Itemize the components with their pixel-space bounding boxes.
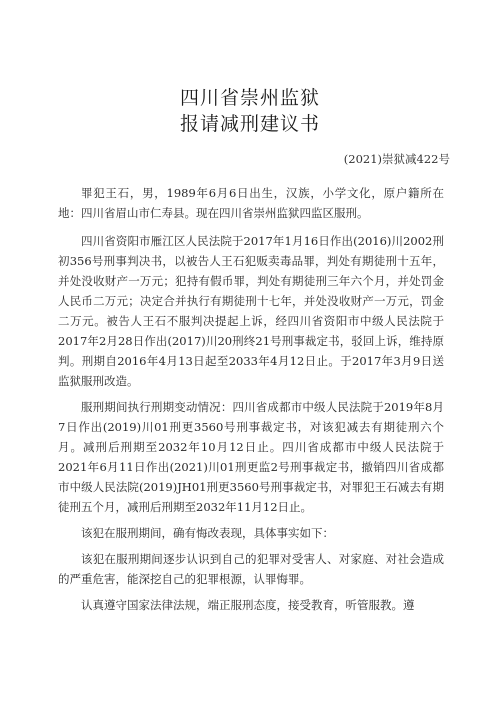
paragraph-repentance-intro: 该犯在服刑期间，确有悔改表现，具体事实如下： [81, 526, 334, 540]
page-title: 四川省崇州监狱 [179, 87, 320, 109]
document-number: (2021)崇狱减422号 [343, 152, 450, 166]
document-subtitle: 报请减刑建议书 [179, 113, 320, 135]
paragraph-sentence: 四川省资阳市雁江区人民法院于2017年1月16日作出(2016)川2002刑初356号刑事判决书，以被告人王石犯贩卖毒品罪，判处有期徒刑十五年，并处没收财产一万元；犯持有假币罪，判处有期徒刑三年六个月，并处罚金人民币二万元；决定合并执行有期徒刑十七年，并处没收财产一万元，罚金二万元。被告人王石不服判决提起上诉，经四川省资阳市中级人民法院于2017年2月28日作出(2017)川20刑终21号刑事裁定书，驳回上诉，维持原判。刑期自2016年4月13日起至2033年4月12日止。于2017年3月9日送监狱服刑改造。 [58, 234, 444, 388]
paragraph-law-compliance: 认真遵守国家法律法规，端正服刑态度，接受教育，听管服教。遵 [81, 598, 415, 612]
paragraph-repentance-recognition: 该犯在服刑期间逐步认识到自己的犯罪对受害人、对家庭、对社会造成的严重危害，能深挖自己的犯罪根源，认罪悔罪。 [58, 552, 444, 586]
paragraph-criminal-info: 罪犯王石，男，1989年6月6日出生，汉族，小学文化，原户籍所在地：四川省眉山市仁寿县。现在四川省崇州监狱四监区服刑。 [58, 186, 444, 220]
paragraph-sentence-changes: 服刑期间执行刑期变动情况：四川省成都市中级人民法院于2019年8月7日作出(2019)川01刑更3560号刑事裁定书，对该犯减去有期徒刑六个月。减刑后刑期至2032年10月12日止。四川省成都市中级人民法院于2021年6月11日作出(2021)川01刑更监2号刑事裁定书，撤销四川省成都市中级人民法院(2019)JH01刑更3560号刑事裁定书，对罪犯王石减去有期徒刑五个月，减刑后刑期至2032年11月12日止。 [58, 400, 444, 514]
document-body [58, 183, 444, 621]
